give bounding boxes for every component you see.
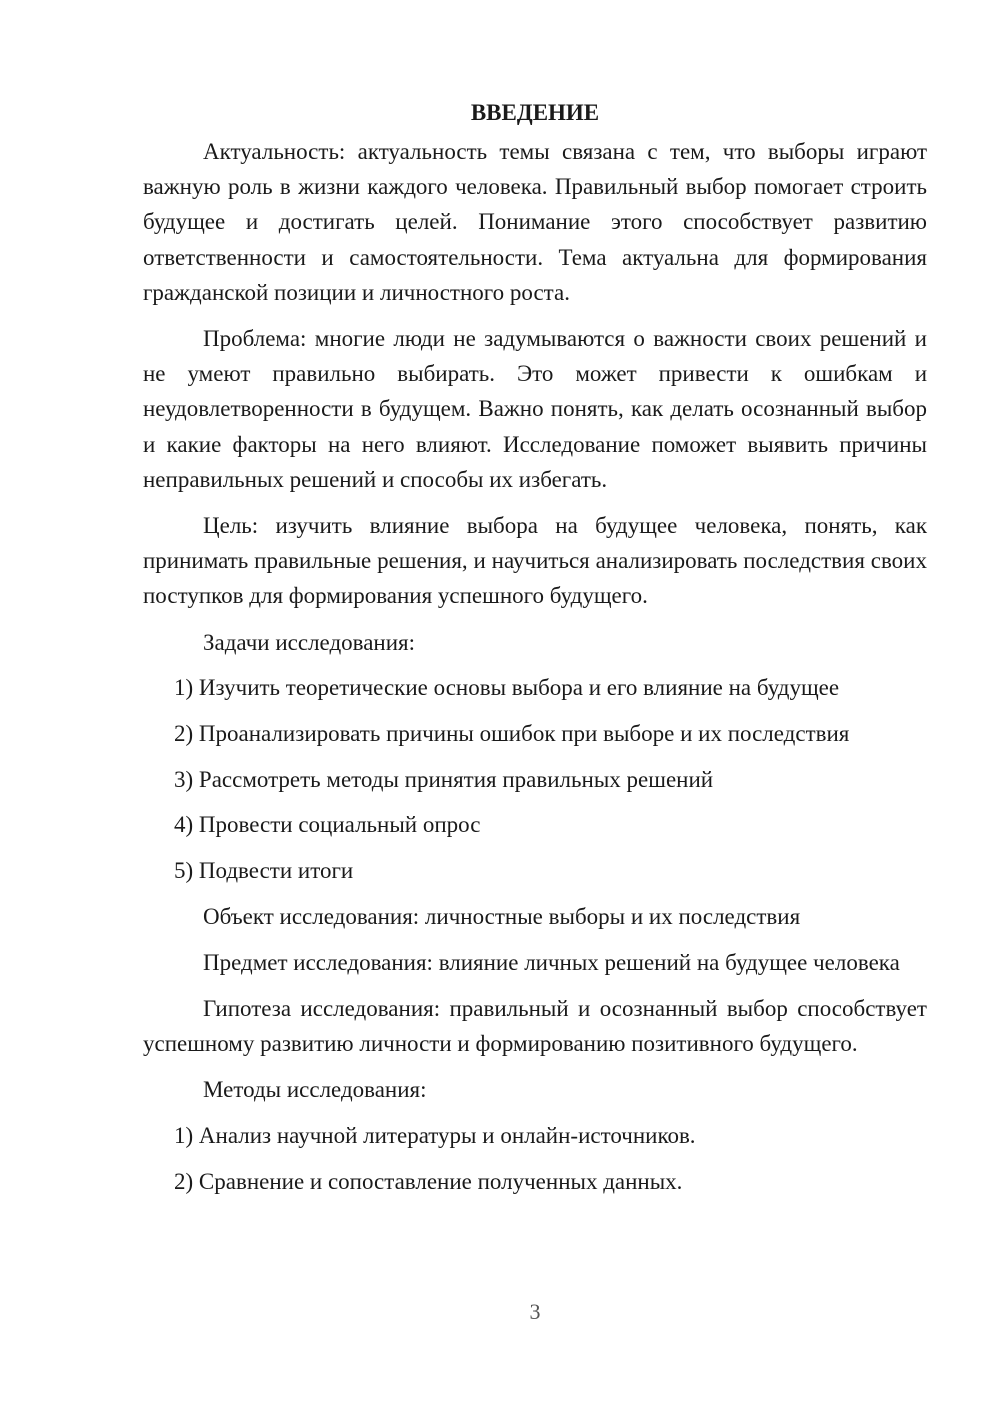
tasks-heading: Задачи исследования: [203, 629, 416, 655]
page-content [143, 95, 927, 1209]
task-item: 4) Провести социальный опрос [174, 812, 481, 838]
task-item: 1) Изучить теоретические основы выбора и его влияние на будущее [174, 675, 840, 701]
relevance-paragraph: Актуальность: актуальность темы связана с тем, что выборы играют важную роль в жизни каждого человека. Правильный выбор помогает строить будущее и достигать целей. Понимание этого способствует развитию ответственности и самостоятельности. Тема актуальна для формирования гражданской позиции и личностного роста. [143, 139, 927, 305]
object-paragraph: Объект исследования: личностные выборы и их последствия [203, 903, 801, 929]
method-item: 2) Сравнение и сопоставление полученных данных. [174, 1168, 683, 1194]
tasks-list [143, 670, 927, 888]
hypothesis-paragraph: Гипотеза исследования: правильный и осознанный выбор способствует успешному развитию личности и формированию позитивного будущего. [143, 995, 927, 1056]
subject-paragraph: Предмет исследования: влияние личных решений на будущее человека [203, 949, 900, 975]
methods-list [143, 1118, 927, 1199]
method-item: 1) Анализ научной литературы и онлайн-источников. [174, 1122, 696, 1148]
goal-paragraph: Цель: изучить влияние выбора на будущее человека, понять, как принимать правильные решения, и научиться анализировать последствия своих поступков для формирования успешного будущего. [143, 513, 927, 609]
task-item: 2) Проанализировать причины ошибок при выборе и их последствия [174, 721, 850, 747]
task-item: 5) Подвести итоги [174, 858, 354, 884]
methods-heading: Методы исследования: [203, 1077, 427, 1103]
task-item: 3) Рассмотреть методы принятия правильных решений [174, 766, 714, 792]
page-number: 3 [529, 1299, 541, 1324]
section-title: ВВЕДЕНИЕ [470, 100, 600, 125]
problem-paragraph: Проблема: многие люди не задумываются о важности своих решений и не умеют правильно выбирать. Это может привести к ошибкам и неудовлетворенности в будущем. Важно понять, как делать осознанный выбор и какие факторы на него влияют. Исследование поможет выявить причины неправильных решений и способы их избегать. [143, 326, 927, 492]
